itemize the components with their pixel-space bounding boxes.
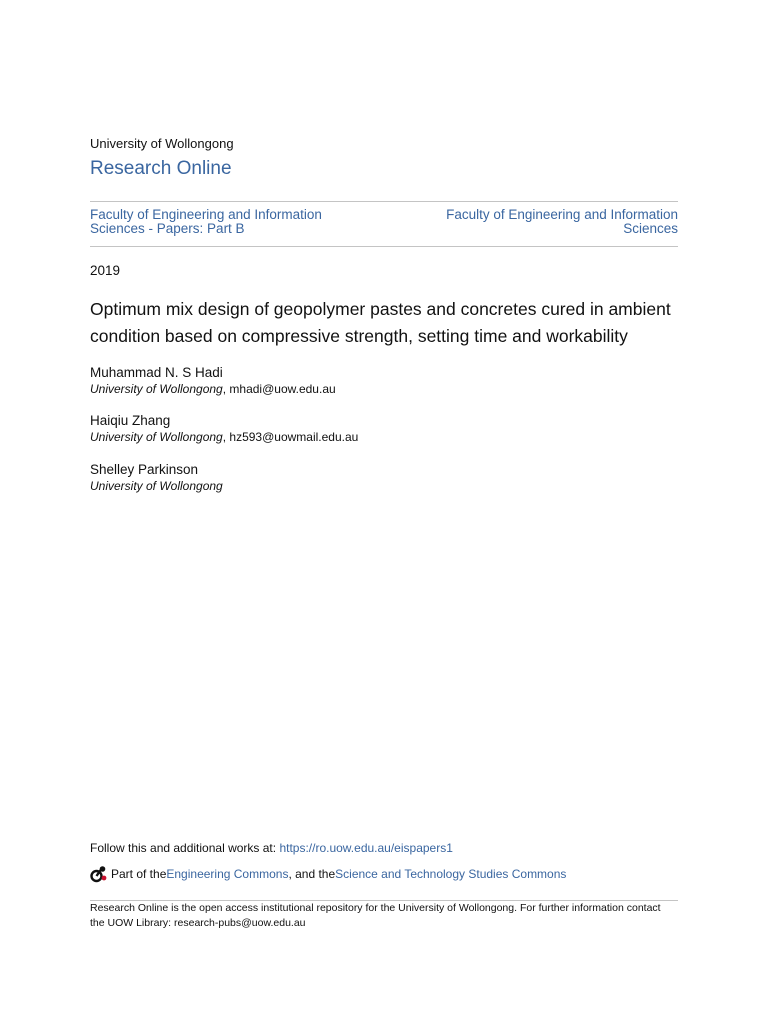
author-affiliation-line: University of Wollongong, hz593@uowmail.edu.au: [90, 430, 359, 444]
institution-name: University of Wollongong: [90, 136, 234, 151]
publication-year: 2019: [90, 263, 121, 278]
author-email: hz593@uowmail.edu.au: [229, 430, 359, 444]
follow-line: [90, 841, 453, 855]
author-affiliation: University of Wollongong: [90, 479, 223, 493]
repository-link[interactable]: Research Online: [90, 158, 232, 179]
sts-commons-link[interactable]: Science and Technology Studies Commons: [335, 867, 567, 881]
part-of-prefix: Part of the: [111, 867, 167, 881]
author-affiliation: University of Wollongong: [90, 430, 223, 444]
series-link-part-b[interactable]: Faculty of Engineering and Information Sciences - Papers: Part B: [90, 207, 322, 236]
paper-title: Optimum mix design of geopolymer pastes and concretes cured in ambient condition based on compressive strength, setting time and workability: [90, 299, 671, 346]
part-of-line: [90, 865, 566, 883]
divider-top: [90, 201, 678, 202]
author-affiliation-line: [90, 478, 223, 495]
cover-page: [90, 0, 678, 1024]
author-3: [90, 461, 223, 495]
author-name: Shelley Parkinson: [90, 462, 199, 477]
author-2: [90, 412, 358, 446]
engineering-commons-link[interactable]: Engineering Commons: [166, 867, 289, 881]
author-name: Muhammad N. S Hadi: [90, 365, 223, 380]
author-1: [90, 364, 336, 398]
follow-url-link[interactable]: https://ro.uow.edu.au/eispapers1: [279, 841, 453, 855]
follow-prefix: Follow this and additional works at:: [90, 841, 280, 855]
footer-notice: Research Online is the open access institutional repository for the University of Wollongong. For further information contact the UOW Library: research-pubs@uow.edu.au: [90, 902, 661, 929]
divider-bottom: [90, 246, 678, 247]
author-email: mhadi@uow.edu.au: [229, 382, 336, 396]
author-name: Haiqiu Zhang: [90, 413, 171, 428]
part-of-middle: , and the: [288, 867, 336, 881]
author-affiliation: University of Wollongong: [90, 382, 223, 396]
series-link-faculty[interactable]: Faculty of Engineering and Information Sciences: [446, 207, 678, 236]
author-affiliation-line: University of Wollongong, mhadi@uow.edu.au: [90, 382, 336, 396]
commons-network-icon: [90, 865, 108, 883]
